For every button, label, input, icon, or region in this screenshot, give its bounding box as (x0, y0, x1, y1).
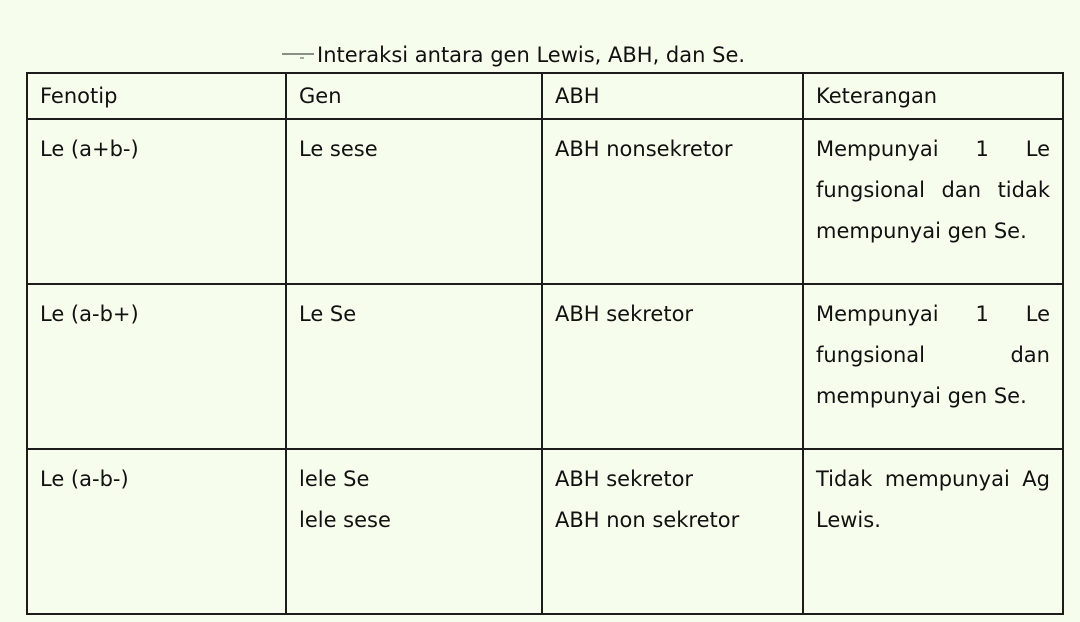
abh-line: ABH nonsekretor (555, 137, 733, 161)
scan-smudge (282, 53, 314, 55)
abh-line: ABH sekretor (555, 467, 694, 491)
cell-keterangan: Tidak mempunyai Ag Lewis. (803, 449, 1063, 614)
gen-line: Le Se (299, 302, 357, 326)
cell-gen (286, 284, 542, 449)
header-cell-fenotip: Fenotip (27, 73, 286, 119)
interaction-table (26, 72, 1064, 615)
table-header-row (27, 73, 1063, 119)
table-row (27, 284, 1063, 449)
cell-gen (286, 449, 542, 614)
caption-text: Interaksi antara gen Lewis, ABH, dan Se. (317, 43, 746, 67)
header-cell-abh: ABH (542, 73, 803, 119)
cell-abh (542, 284, 803, 449)
cell-fenotip: Le (a+b-) (27, 119, 286, 284)
cell-keterangan: Mempunyai 1 Le fungsional dan tidak mempunyai gen Se. (803, 119, 1063, 284)
abh-line: ABH sekretor (555, 302, 694, 326)
cell-fenotip: Le (a-b+) (27, 284, 286, 449)
table-caption (282, 40, 745, 70)
cell-fenotip: Le (a-b-) (27, 449, 286, 614)
header-cell-keterangan: Keterangan (803, 73, 1063, 119)
header-cell-gen: Gen (286, 73, 542, 119)
cell-abh (542, 119, 803, 284)
gen-line: Le sese (299, 137, 378, 161)
table-row (27, 449, 1063, 614)
cell-abh (542, 449, 803, 614)
cell-keterangan: Mempunyai 1 Le fungsional dan mempunyai gen Se. (803, 284, 1063, 449)
abh-line: ABH non sekretor (555, 508, 740, 532)
cell-gen (286, 119, 542, 284)
gen-line: lele Se (299, 467, 370, 491)
table-row (27, 119, 1063, 284)
gen-line: lele sese (299, 508, 391, 532)
